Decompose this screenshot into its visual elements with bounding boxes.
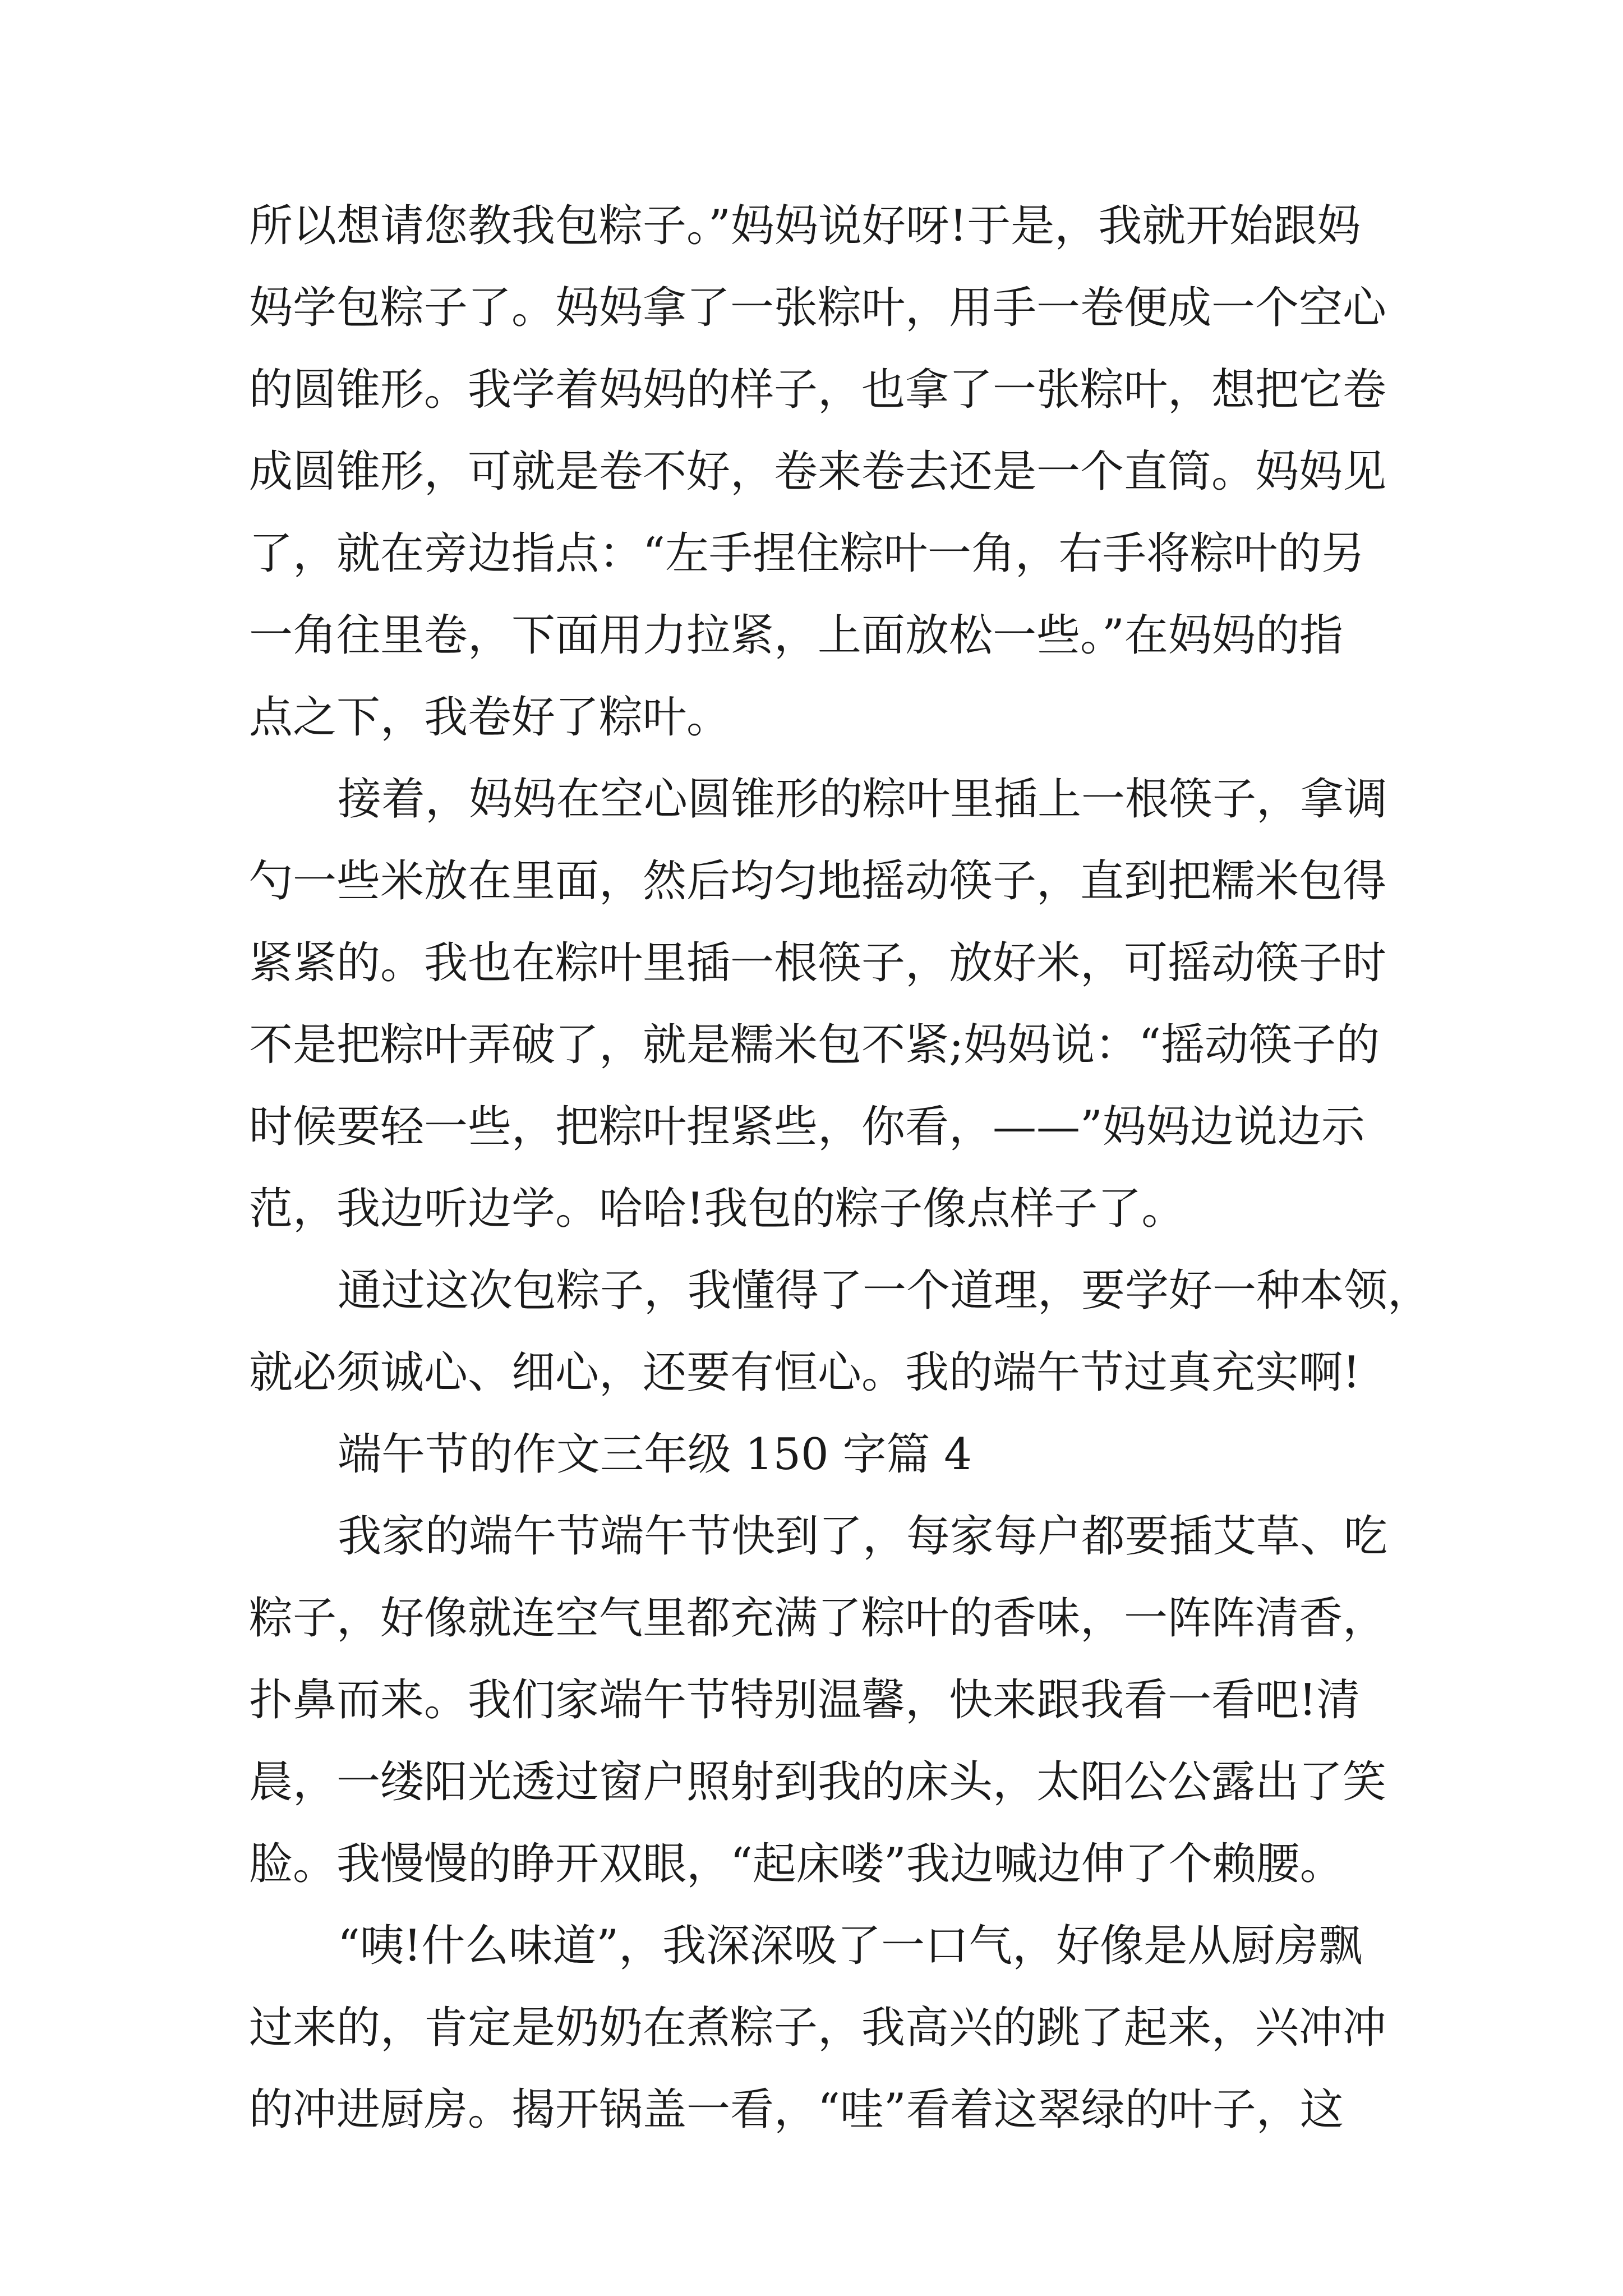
text-line: 脸。我慢慢的睁开双眼，“起床喽”我边喊边伸了个赖腰。 [249, 1839, 1344, 1889]
text-line: “咦!什么味道”，我深深吸了一口气，好像是从厨房飘 [338, 1921, 1363, 1971]
text-line: 勺一些米放在里面，然后均匀地摇动筷子，直到把糯米包得 [249, 856, 1387, 907]
text-line: 的圆锥形。我学着妈妈的样子，也拿了一张粽叶，想把它卷 [249, 365, 1387, 415]
section-heading: 端午节的作文三年级 150 字篇 4 [338, 1429, 972, 1480]
text-line: 了，就在旁边指点：“左手捏住粽叶一角，右手将粽叶的另 [249, 528, 1365, 579]
text-line: 晨，一缕阳光透过窗户照射到我的床头，太阳公公露出了笑 [249, 1757, 1387, 1807]
text-line: 扑鼻而来。我们家端午节特别温馨，快来跟我看一看吧!清 [249, 1675, 1361, 1726]
text-line: 范，我边听边学。哈哈!我包的粽子像点样子了。 [249, 1184, 1186, 1234]
text-line: 通过这次包粽子，我懂得了一个道理，要学好一种本领， [338, 1266, 1432, 1316]
text-line: 接着，妈妈在空心圆锥形的粽叶里插上一根筷子，拿调 [338, 774, 1388, 825]
text-line: 不是把粽叶弄破了，就是糯米包不紧;妈妈说：“摇动筷子的 [249, 1020, 1380, 1070]
text-line: 点之下，我卷好了粽叶。 [249, 692, 731, 743]
text-line: 我家的端午节端午节快到了，每家每户都要插艾草、吃 [338, 1511, 1388, 1562]
text-line: 粽子，好像就连空气里都充满了粽叶的香味，一阵阵清香， [249, 1593, 1387, 1644]
text-line: 过来的，肯定是奶奶在煮粽子，我高兴的跳了起来，兴冲冲 [249, 2003, 1387, 2053]
text-line: 成圆锥形，可就是卷不好，卷来卷去还是一个直筒。妈妈见 [249, 447, 1387, 497]
text-line: 时候要轻一些，把粽叶捏紧些，你看，——”妈妈边说边示 [249, 1102, 1365, 1152]
text-line: 紧紧的。我也在粽叶里插一根筷子，放好米，可摇动筷子时 [249, 938, 1387, 988]
text-line: 所以想请您教我包粽子。”妈妈说好呀!于是，我就开始跟妈 [249, 201, 1361, 251]
text-line: 的冲进厨房。揭开锅盖一看，“哇”看着这翠绿的叶子，这 [249, 2085, 1344, 2135]
text-line: 一角往里卷，下面用力拉紧，上面放松一些。”在妈妈的指 [249, 610, 1343, 661]
text-line: 就必须诚心、细心，还要有恒心。我的端午节过真充实啊! [249, 1347, 1361, 1398]
document-body [249, 185, 1432, 2151]
text-line: 妈学包粽子了。妈妈拿了一张粽叶，用手一卷便成一个空心 [249, 283, 1387, 333]
